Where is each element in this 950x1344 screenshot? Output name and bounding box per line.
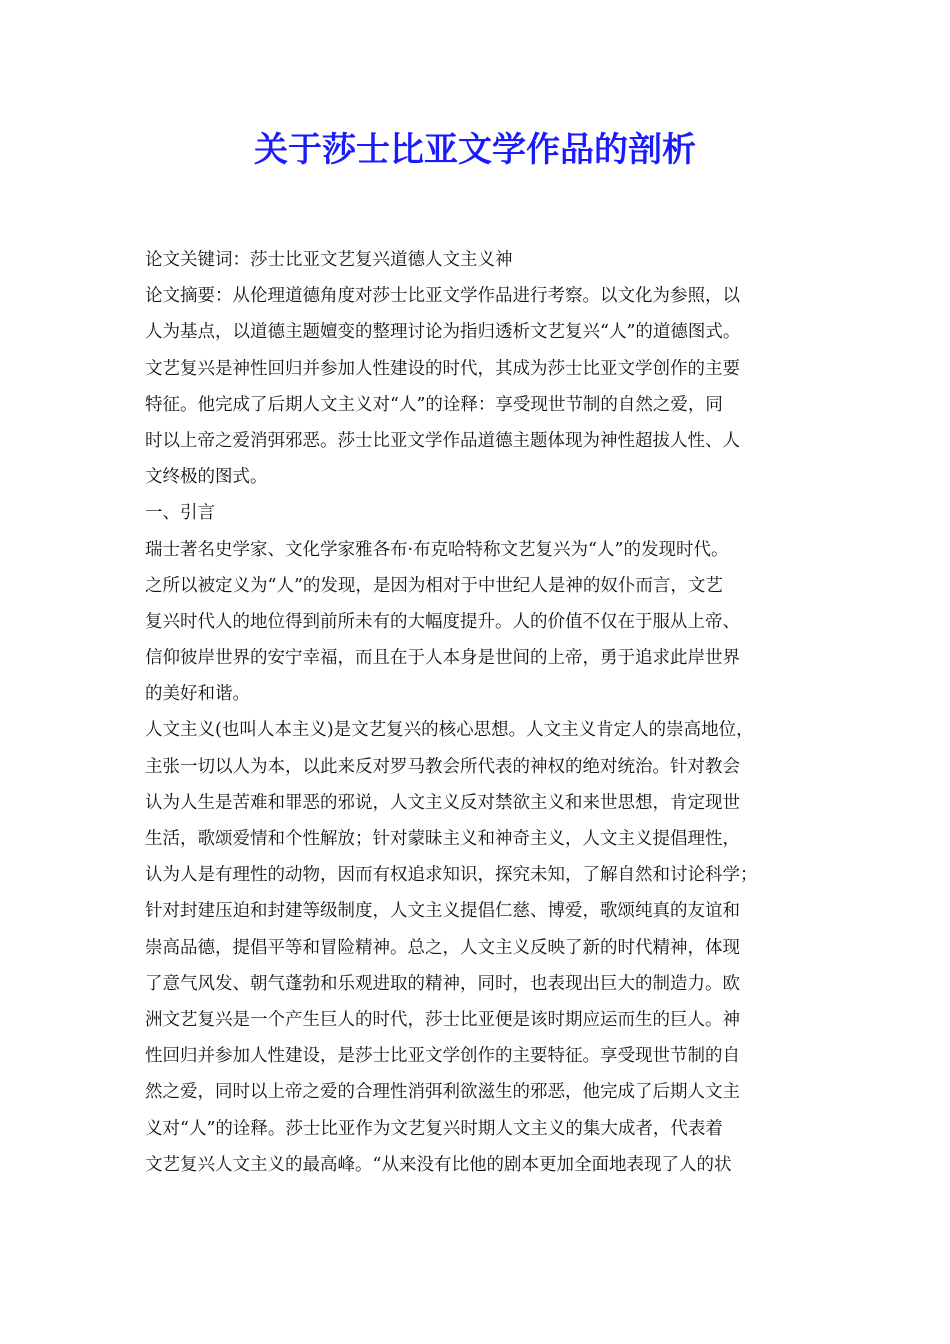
paragraph-line: 主张一切以人为本，以此来反对罗马教会所代表的神权的绝对统治。针对教会 — [145, 756, 740, 777]
section-heading: 一、引言 — [145, 503, 215, 524]
paragraph-line: 然之爱，同时以上帝之爱的合理性消弭利欲滋生的邪恶，他完成了后期人文主 — [145, 1082, 740, 1103]
abstract-line: 时以上帝之爱消弭邪恶。莎士比亚文学作品道德主题体现为神性超拔人性、人 — [145, 430, 740, 451]
paragraph-line: 文艺复兴人文主义的最高峰。“从来没有比他的剧本更加全面地表现了人的状 — [145, 1154, 732, 1175]
paragraph-line: 的美好和谐。 — [145, 684, 250, 705]
paragraph-line: 认为人是有理性的动物，因而有权追求知识，探究未知，了解自然和讨论科学； — [145, 865, 758, 886]
keywords-line: 论文关键词：莎士比亚文艺复兴道德人文主义神 — [145, 250, 513, 270]
paragraph-line: 瑞士著名史学家、文化学家雅各布·布克哈特称文艺复兴为“人”的发现时代。 — [145, 539, 729, 560]
paragraph-line: 针对封建压迫和封建等级制度，人文主义提倡仁慈、博爱，歌颂纯真的友谊和 — [145, 901, 740, 922]
paragraph-line: 信仰彼岸世界的安宁幸福，而且在于人本身是世间的上帝，勇于追求此岸世界 — [145, 648, 740, 669]
paragraph-line: 崇高品德，提倡平等和冒险精神。总之，人文主义反映了新的时代精神，体现 — [145, 937, 740, 958]
paragraph-line: 了意气风发、朝气蓬勃和乐观进取的精神，同时，也表现出巨大的制造力。欧 — [145, 973, 740, 994]
abstract-line: 文终极的图式。 — [145, 467, 268, 488]
paragraph-line: 生活，歌颂爱情和个性解放；针对蒙昧主义和神奇主义，人文主义提倡理性， — [145, 829, 740, 849]
paragraph-line: 人文主义(也叫人本主义)是文艺复兴的核心思想。人文主义肯定人的崇高地位， — [145, 720, 754, 741]
abstract-line: 特征。他完成了后期人文主义对“人”的诠释：享受现世节制的自然之爱，同 — [145, 394, 723, 415]
paragraph-line: 之所以被定义为“人”的发现，是因为相对于中世纪人是神的奴仆而言，文艺 — [145, 575, 723, 596]
document-title: 关于莎士比亚文学作品的剖析 — [254, 130, 696, 170]
abstract-line: 人为基点，以道德主题嬗变的整理讨论为指归透析文艺复兴“人”的道德图式。 — [145, 322, 741, 343]
paragraph-line: 义对“人”的诠释。莎士比亚作为文艺复兴时期人文主义的集大成者，代表着 — [145, 1118, 723, 1139]
abstract-line: 论文摘要：从伦理道德角度对莎士比亚文学作品进行考察。以文化为参照，以 — [145, 286, 740, 307]
document-body — [145, 242, 815, 1183]
paragraph-line: 性回归并参加人性建设，是莎士比亚文学创作的主要特征。享受现世节制的自 — [145, 1046, 740, 1067]
paragraph-line: 洲文艺复兴是一个产生巨人的时代，莎士比亚便是该时期应运而生的巨人。神 — [145, 1009, 740, 1030]
paragraph-line: 认为人生是苦难和罪恶的邪说，人文主义反对禁欲主义和来世思想，肯定现世 — [145, 792, 740, 813]
abstract-line: 文艺复兴是神性回归并参加人性建设的时代，其成为莎士比亚文学创作的主要 — [145, 358, 740, 379]
paragraph-line: 复兴时代人的地位得到前所未有的大幅度提升。人的价值不仅在于服从上帝、 — [145, 611, 740, 632]
